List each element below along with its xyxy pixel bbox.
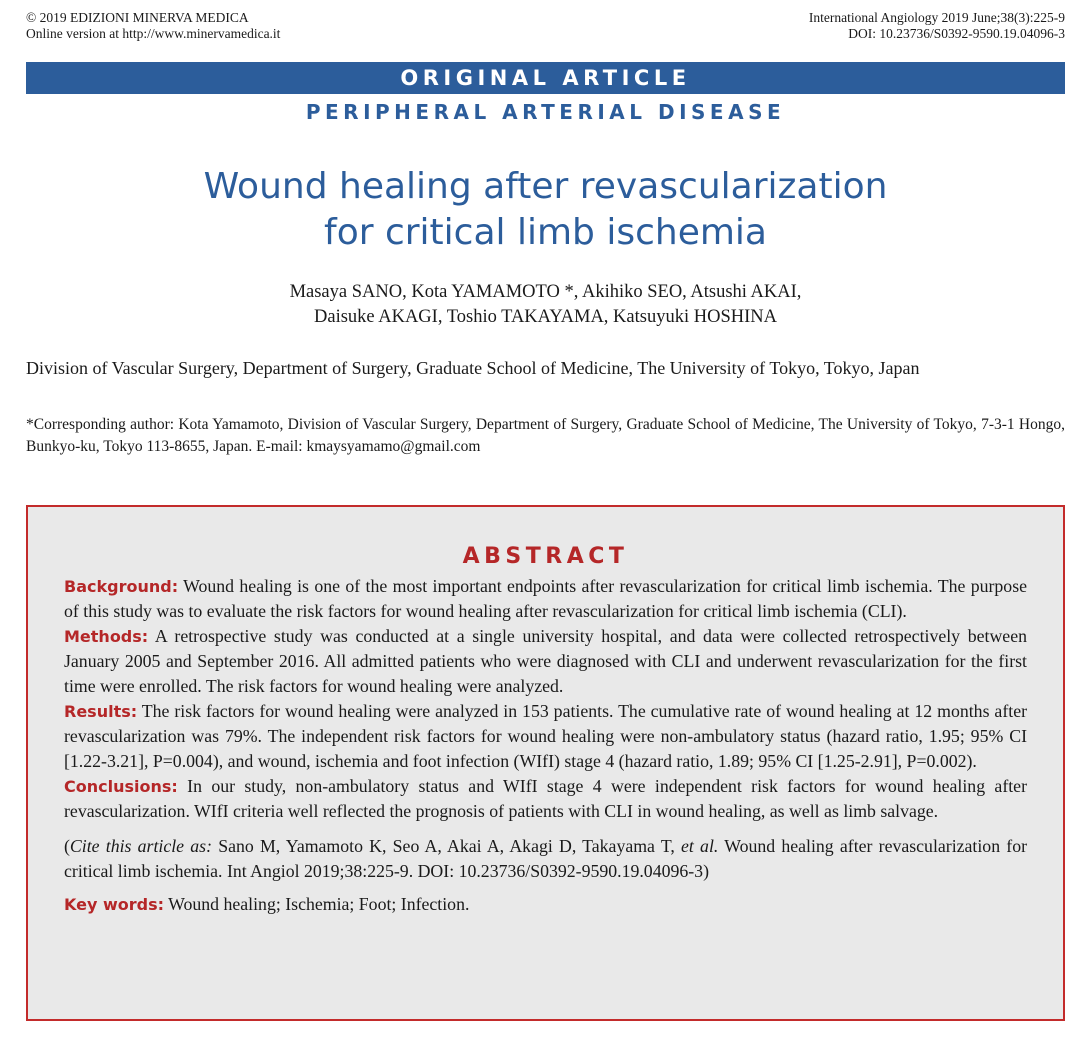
cite-authors: Sano M, Yamamoto K, Seo A, Akai A, Akagi D, Takayama T, [218,836,675,856]
abstract-box [26,505,1065,1021]
online-version-line: Online version at http://www.minervamedica.it [26,26,281,41]
cite-rest: Wound healing after revascularization for critical limb ischemia. Int Angiol 2019;38:225-9. DOI: 10.23736/S0392-9590.19.04096-3) [64,836,1028,881]
citation-note [64,834,1027,884]
section-heading: PERIPHERAL ARTERIAL DISEASE [305,100,786,124]
abstract-heading: ABSTRACT [462,544,629,569]
affiliation: Division of Vascular Surgery, Department of Surgery, Graduate School of Medicine, The University of Tokyo, Tokyo, Japan [26,358,920,378]
article-type-banner: ORIGINAL ARTICLE [26,62,1065,94]
title-line-2: for critical limb ischemia [324,212,767,253]
corresponding-author: *Corresponding author: Kota Yamamoto, Division of Vascular Surgery, Department of Surgery, Graduate School of Medicine, The University of Tokyo, 7-3-1 Hongo, Bunkyo-ku, Tokyo 113-8655, Japan. E-mail: kmaysyamamo@gmail.com [26,416,1065,455]
methods-text: A retrospective study was conducted at a single university hospital, and data were collected retrospectively between January 2005 and September 2016. All admitted patients who were diagnosed with CLI and underwent revascularization for the first time were enrolled. The risk factors for wound healing were analyzed. [64,626,1027,696]
keywords-text: Wound healing; Ischemia; Foot; Infection. [168,894,470,914]
background-text: Wound healing is one of the most important endpoints after revascularization for critical limb ischemia. The purpose of this study was to evaluate the risk factors for wound healing after revascularization for critical limb ischemia (CLI). [64,576,1028,621]
conclusions-text: In our study, non-ambulatory status and WIfI stage 4 were independent risk factors for wound healing after revascularization. WIfI criteria well reflected the prognosis of patients with CLI in wound healing, as well as limb salvage. [64,776,1027,821]
journal-issue-line: International Angiology 2019 June;38(3):225-9 [808,10,1065,25]
abstract-results [64,699,1027,774]
article-title [26,164,1065,256]
abstract-background [64,574,1027,624]
journal-citation-header [809,10,1065,42]
copyright-line: © 2019 EDIZIONI MINERVA MEDICA [26,10,249,25]
methods-label: Methods: [64,627,149,646]
journal-publisher-header [26,10,280,42]
results-label: Results: [64,702,138,721]
cite-label: Cite this article as: [69,836,212,856]
keywords-label: Key words: [64,895,165,914]
authors-line-1: Masaya SANO, Kota YAMAMOTO *, Akihiko SEO, Atsushi AKAI, [289,282,802,302]
cite-etal: et al. [681,836,719,856]
conclusions-label: Conclusions: [64,777,178,796]
title-line-1: Wound healing after revascularization [203,166,888,207]
abstract-conclusions [64,774,1027,824]
background-label: Background: [64,577,179,596]
abstract-methods [64,624,1027,699]
authors-line-2: Daisuke AKAGI, Toshio TAKAYAMA, Katsuyuki HOSHINA [314,307,777,327]
cite-open: ( [64,836,70,856]
author-list [26,280,1065,330]
keywords [64,892,1027,917]
doi-line: DOI: 10.23736/S0392-9590.19.04096-3 [848,26,1065,41]
results-text: The risk factors for wound healing were analyzed in 153 patients. The cumulative rate of wound healing at 12 months after revascularization was 79%. The independent risk factors for wound healing were non-ambulatory status (hazard ratio, 1.95; 95% CI [1.22-3.21], P=0.004), and wound, ischemia and foot infection (WIfI) stage 4 (hazard ratio, 1.89; 95% CI [1.25-2.91], P=0.002). [64,701,1028,771]
